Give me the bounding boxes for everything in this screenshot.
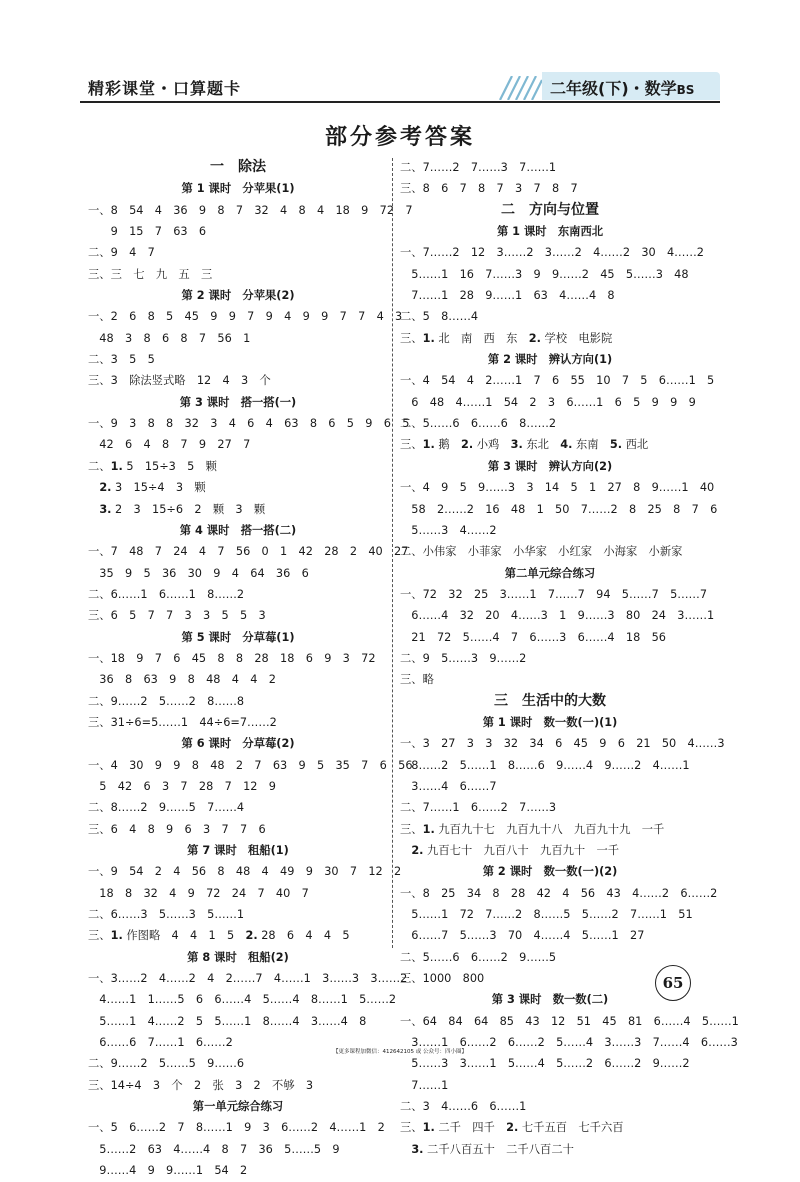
answer-line: [400, 669, 700, 690]
answer-line: [88, 306, 403, 327]
answer-text: 二、5……6 6……2 9……5: [400, 950, 557, 964]
answer-text: 7……1: [400, 1078, 449, 1092]
answer-text: 鹅: [434, 438, 461, 452]
item-number: 2.: [411, 844, 424, 857]
lesson-heading: [88, 627, 388, 648]
answer-line: [88, 541, 409, 562]
answer-text: 第 4 课时 搭一搭(二): [179, 523, 297, 537]
answer-text: 三、6 5 7 7 3 3 5 5 3: [88, 609, 266, 623]
grade-subject: 二年级(下)・数学BS: [550, 79, 695, 98]
item-number: 3.: [510, 438, 523, 452]
answer-text: 三、: [400, 331, 423, 345]
page-number: 65: [655, 965, 691, 1001]
lesson-heading: [400, 221, 700, 242]
answer-line: [400, 733, 725, 754]
answer-line: [400, 1075, 700, 1096]
answer-text: 三、3 除法竖式略 12 4 3 个: [88, 374, 271, 388]
answer-line: [400, 157, 700, 178]
answer-text: 第 2 课时 数一数(一)(2): [482, 865, 618, 879]
answer-line: [400, 776, 700, 797]
answer-text: 作图略 4 4 1 5: [122, 929, 246, 943]
lesson-heading: [88, 733, 388, 754]
answer-text: 3……4 6……7: [400, 779, 497, 793]
answer-text: 第 1 课时 东南西北: [496, 225, 604, 239]
answer-line: [400, 264, 700, 285]
answer-line: [400, 925, 700, 946]
answer-text: [88, 503, 99, 516]
answer-text: 第一单元综合练习: [192, 1100, 284, 1114]
answer-line: [88, 370, 388, 391]
item-number: 4.: [560, 438, 573, 452]
answer-text: 二 方向与位置: [501, 201, 599, 218]
answer-text: 2 3 15÷6 2 颗 3 颗: [111, 502, 266, 516]
item-number: 1.: [422, 438, 435, 452]
answer-text: 5……1 4……2 5 5……1 8……4 3……4 8: [88, 1014, 367, 1028]
page-header: [80, 70, 720, 102]
answer-line: [88, 1053, 388, 1074]
column-divider: [392, 158, 393, 948]
answer-text: 8……2 5……1 8……6 9……4 9……2 4……1: [400, 758, 690, 772]
answer-line: [88, 499, 388, 520]
item-number: 2.: [245, 929, 258, 943]
answer-text: 二、8……2 9……5 7……4: [88, 801, 245, 815]
answer-text: 6……6 7……1 6……2: [88, 1036, 233, 1050]
answer-text: 三、14÷4 3 个 2 张 3 2 不够 3: [88, 1078, 314, 1092]
grade-subject-box: [542, 72, 720, 100]
answer-line: [88, 861, 402, 882]
answer-line: [88, 691, 388, 712]
answer-text: 三、: [400, 822, 423, 836]
answer-line: [88, 328, 388, 349]
answer-text: 一、3……2 4……2 4 2……7 4……1 3……3 3……2: [88, 972, 408, 986]
answer-text: 一、4 54 4 2……1 7 6 55 10 7 5 6……1 5: [400, 374, 715, 388]
answer-line: [88, 1075, 388, 1096]
answer-line: [400, 306, 700, 327]
lesson-heading: [88, 840, 388, 861]
answer-text: 二、5 8……4: [400, 310, 479, 324]
answer-text: 一、7 48 7 24 4 7 56 0 1 42 28 2 40 27: [88, 545, 409, 559]
answer-line: [88, 648, 388, 669]
answer-text: 一、4 30 9 9 8 48 2 7 63 9 5 35 7 6 56: [88, 758, 413, 772]
answer-line: [400, 499, 718, 520]
answer-text: 一、72 32 25 3……1 7……7 94 5……7 5……7: [400, 587, 708, 601]
item-number: 5.: [609, 438, 623, 452]
answer-text: 42 6 4 8 7 9 27 7: [88, 438, 251, 452]
answer-text: 7……1 28 9……1 63 4……4 8: [400, 289, 615, 303]
answer-text: 东北: [522, 438, 561, 452]
answer-line: [400, 904, 700, 925]
answer-text: 一、8 54 4 36 9 8 7 32 4 8 4 18 9 72 7: [88, 203, 413, 217]
lesson-heading: [400, 861, 700, 882]
answer-text: 三、三 七 九 五 三: [88, 267, 213, 281]
answer-text: 二、6……3 5……3 5……1: [88, 908, 245, 922]
lesson-heading: [88, 392, 388, 413]
answer-line: [88, 968, 408, 989]
answer-line: [88, 349, 388, 370]
answer-text: 9 15 7 63 6: [88, 225, 207, 239]
answer-text: 9……4 9 9……1 54 2: [88, 1164, 248, 1178]
answer-text: 二、7……2 7……3 7……1: [400, 161, 557, 174]
answer-text: 第二单元综合练习: [504, 566, 596, 580]
answer-line: [400, 328, 700, 349]
answer-line: [88, 242, 388, 263]
answer-text: 东南: [572, 438, 610, 452]
answer-text: 三、31÷6=5……1 44÷6=7……2: [88, 715, 277, 729]
answer-line: [88, 456, 388, 477]
answer-text: 3……1 6……2 6……2 5……4 3……3 7……4 6……3: [400, 1036, 738, 1050]
answer-text: 北 南 西 东: [434, 331, 529, 345]
lesson-heading: [400, 989, 700, 1010]
answer-text: 6……7 5……3 70 4……4 5……1 27: [400, 929, 645, 943]
lesson-heading: [88, 520, 388, 541]
answer-text: 二千八百五十 二千八百二十: [423, 1142, 574, 1156]
answer-line: [400, 584, 708, 605]
answer-text: 西北: [622, 438, 649, 452]
answer-text: 三、: [88, 929, 111, 943]
answer-line: [88, 413, 410, 434]
answer-text: 二、6……1 6……1 8……2: [88, 587, 245, 601]
answer-text: 35 9 5 36 30 9 4 64 36 6: [88, 566, 309, 580]
answer-text: 二、小伟家 小菲家 小华家 小红家 小海家 小新家: [400, 545, 683, 559]
answer-line: [400, 520, 700, 541]
lesson-heading: [88, 285, 388, 306]
answer-text: 第 2 课时 辨认方向(1): [487, 353, 613, 367]
answer-line: [400, 178, 700, 199]
answer-line: [88, 883, 388, 904]
answer-text: 第 5 课时 分草莓(1): [181, 630, 295, 644]
answer-line: [400, 1011, 739, 1032]
answer-text: 第 3 课时 辨认方向(2): [487, 459, 613, 473]
answer-text: 二、9……2 5……5 9……6: [88, 1057, 245, 1071]
answer-text: 21 72 5……4 7 6……3 6……4 18 56: [400, 630, 666, 644]
answer-text: 二、: [88, 459, 111, 473]
item-number: 2.: [506, 1121, 519, 1135]
lesson-heading: [88, 1096, 388, 1117]
answer-line: [400, 819, 700, 840]
answer-line: [88, 1139, 388, 1160]
answer-text: 三、: [400, 1121, 423, 1135]
answer-text: 一、9 3 8 8 32 3 4 6 4 63 8 6 5 9 6 5: [88, 417, 410, 431]
answer-text: 5 42 6 3 7 28 7 12 9: [88, 779, 276, 793]
lesson-heading: [88, 178, 388, 199]
answer-text: 三、6 4 8 9 6 3 7 7 6: [88, 822, 266, 836]
answer-line: [400, 1053, 700, 1074]
answers-right-column: [400, 157, 739, 1160]
answer-text: 七千五百 七千六百: [518, 1121, 624, 1135]
answer-line: [400, 627, 700, 648]
answer-text: 一、5 6……2 7 8……1 9 3 6……2 4……1 2: [88, 1121, 385, 1135]
answer-line: [88, 819, 388, 840]
answer-line: [88, 797, 388, 818]
answer-text: 一 除法: [210, 159, 266, 175]
answer-line: [400, 1117, 700, 1138]
answer-text: 一、2 6 8 5 45 9 9 7 9 4 9 9 7 7 4 3: [88, 310, 403, 324]
unit-heading: [400, 691, 700, 712]
edition-label: BS: [676, 83, 695, 97]
answer-text: 三 生活中的大数: [494, 692, 606, 709]
answer-text: 一、18 9 7 6 45 8 8 28 18 6 9 3 72: [88, 651, 376, 665]
answer-line: [400, 755, 700, 776]
answer-line: [88, 904, 388, 925]
item-number: 1.: [422, 331, 435, 345]
answer-text: 5……3 4……2: [400, 523, 497, 537]
answer-text: [400, 844, 411, 857]
answer-line: [400, 797, 700, 818]
answer-line: [88, 776, 388, 797]
answer-text: 4……1 1……5 6 6……4 5……4 8……1 5……2: [88, 993, 397, 1007]
answer-text: 一、64 84 64 85 43 12 51 45 81 6……4 5……1: [400, 1014, 739, 1028]
lesson-heading: [400, 349, 700, 370]
item-number: 3.: [411, 1142, 424, 1156]
answer-line: [400, 541, 700, 562]
answer-text: [400, 1143, 411, 1156]
answer-line: [400, 605, 715, 626]
item-number: 2.: [99, 481, 112, 495]
answer-text: 28 6 4 4 5: [257, 929, 350, 943]
answer-text: 一、4 9 5 9……3 3 14 5 1 27 8 9……1 40: [400, 481, 715, 495]
header-rule: [80, 101, 720, 103]
answer-line: [88, 925, 388, 946]
answer-text: 二、5……6 6……6 8……2: [400, 417, 557, 431]
answer-text: 5……1 16 7……3 9 9……2 45 5……3 48: [400, 267, 689, 281]
footer-note: 【更多课程加微信：412642105 或 公众号：四小圈】: [333, 1049, 467, 1055]
answer-line: [400, 477, 715, 498]
answer-line: [400, 285, 700, 306]
answer-line: [88, 477, 388, 498]
answer-line: [88, 1160, 388, 1181]
answer-text: 18 8 32 4 9 72 24 7 40 7: [88, 886, 309, 900]
answer-line: [88, 989, 397, 1010]
answer-line: [88, 264, 388, 285]
answer-text: 一、8 25 34 8 28 42 4 56 43 4……2 6……2: [400, 886, 718, 900]
unit-heading: [400, 200, 700, 221]
answer-text: 二、9 5……3 9……2: [400, 651, 527, 665]
answer-text: 第 7 课时 租船(1): [187, 844, 289, 857]
answer-text: 一、3 27 3 3 32 34 6 45 9 6 21 50 4……3: [400, 737, 725, 751]
lesson-heading: [400, 563, 700, 584]
answer-text: 学校 电影院: [540, 331, 613, 345]
answer-text: 二千 四千: [434, 1121, 507, 1135]
answer-text: 三、: [400, 438, 423, 452]
answer-text: 九百九十七 九百九十八 九百九十九 一千: [434, 822, 665, 836]
lesson-heading: [400, 712, 700, 733]
item-number: 2.: [528, 331, 541, 345]
answer-text: 第 8 课时 租船(2): [187, 950, 289, 964]
answer-line: [88, 563, 388, 584]
answer-text: 二、9 4 7: [88, 246, 155, 260]
answer-text: 二、3 4……6 6……1: [400, 1100, 527, 1114]
answer-text: [88, 481, 99, 494]
item-number: 1.: [422, 822, 435, 836]
answer-line: [400, 947, 700, 968]
item-number: 1.: [110, 459, 123, 473]
answer-text: 三、1000 800: [400, 972, 485, 986]
answer-text: 第 1 课时 分苹果(1): [181, 182, 295, 196]
answer-text: 九百七十 九百八十 九百九十 一千: [423, 844, 620, 857]
answer-line: [88, 221, 388, 242]
answer-text: 3 15÷4 3 颗: [111, 481, 206, 495]
answer-line: [88, 200, 413, 221]
answer-text: 二、3 5 5: [88, 353, 155, 367]
answer-line: [400, 883, 718, 904]
answer-text: 5 15÷3 5 颗: [122, 459, 217, 473]
item-number: 1.: [422, 1121, 435, 1135]
unit-heading: [88, 157, 388, 178]
answer-text: 5……1 72 7……2 8……5 5……2 7……1 51: [400, 908, 693, 922]
answer-text: 第 1 课时 数一数(一)(1): [482, 715, 618, 729]
answer-text: 6 48 4……1 54 2 3 6……1 6 5 9 9 9: [400, 395, 696, 409]
answer-line: [400, 1096, 700, 1117]
answer-text: 第 3 课时 搭一搭(一): [179, 395, 297, 409]
item-number: 2.: [460, 438, 474, 452]
answer-line: [400, 392, 700, 413]
answer-line: [88, 755, 413, 776]
answer-text: 第 2 课时 分苹果(2): [181, 289, 295, 303]
answer-text: 36 8 63 9 8 48 4 4 2: [88, 673, 276, 687]
answer-text: 三、略: [400, 673, 434, 687]
answer-text: 第 3 课时 数一数(二): [491, 993, 609, 1007]
answer-line: [88, 1117, 388, 1138]
answer-text: 5……2 63 4……4 8 7 36 5……5 9: [88, 1142, 340, 1156]
page-title: 部分参考答案: [324, 124, 475, 150]
answer-text: 二、7……1 6……2 7……3: [400, 801, 557, 815]
answer-line: [88, 669, 388, 690]
series-title: 精彩课堂・口算题卡: [88, 79, 242, 98]
item-number: 3.: [99, 502, 112, 516]
answer-line: [400, 840, 700, 861]
answer-line: [400, 1139, 700, 1160]
item-number: 1.: [110, 929, 123, 943]
answer-line: [400, 370, 715, 391]
answer-text: 二、9……2 5……2 8……8: [88, 694, 245, 708]
answer-line: [88, 605, 388, 626]
answer-line: [88, 1011, 388, 1032]
answer-line: [88, 434, 388, 455]
answer-text: 一、9 54 2 4 56 8 48 4 49 9 30 7 12 2: [88, 865, 402, 879]
answer-line: [400, 434, 700, 455]
answer-text: 58 2……2 16 48 1 50 7……2 8 25 8 7 6: [400, 502, 718, 516]
answer-line: [400, 648, 700, 669]
answer-text: 第 6 课时 分草莓(2): [181, 737, 295, 751]
answer-line: [88, 712, 388, 733]
answer-text: 三、8 6 7 8 7 3 7 8 7: [400, 182, 578, 196]
answer-line: [400, 413, 700, 434]
answer-line: [88, 584, 388, 605]
lesson-heading: [88, 947, 388, 968]
lesson-heading: [400, 456, 700, 477]
answer-text: 5……3 3……1 5……4 5……2 6……2 9……2: [400, 1057, 690, 1071]
decorative-stripes-icon: [498, 76, 542, 100]
answer-text: 6……4 32 20 4……3 1 9……3 80 24 3……1: [400, 609, 715, 623]
answer-text: 48 3 8 6 8 7 56 1: [88, 331, 251, 345]
answer-text: 小鸡: [473, 438, 511, 452]
answer-text: 一、7……2 12 3……2 3……2 4……2 30 4……2: [400, 246, 704, 260]
answer-line: [400, 242, 704, 263]
